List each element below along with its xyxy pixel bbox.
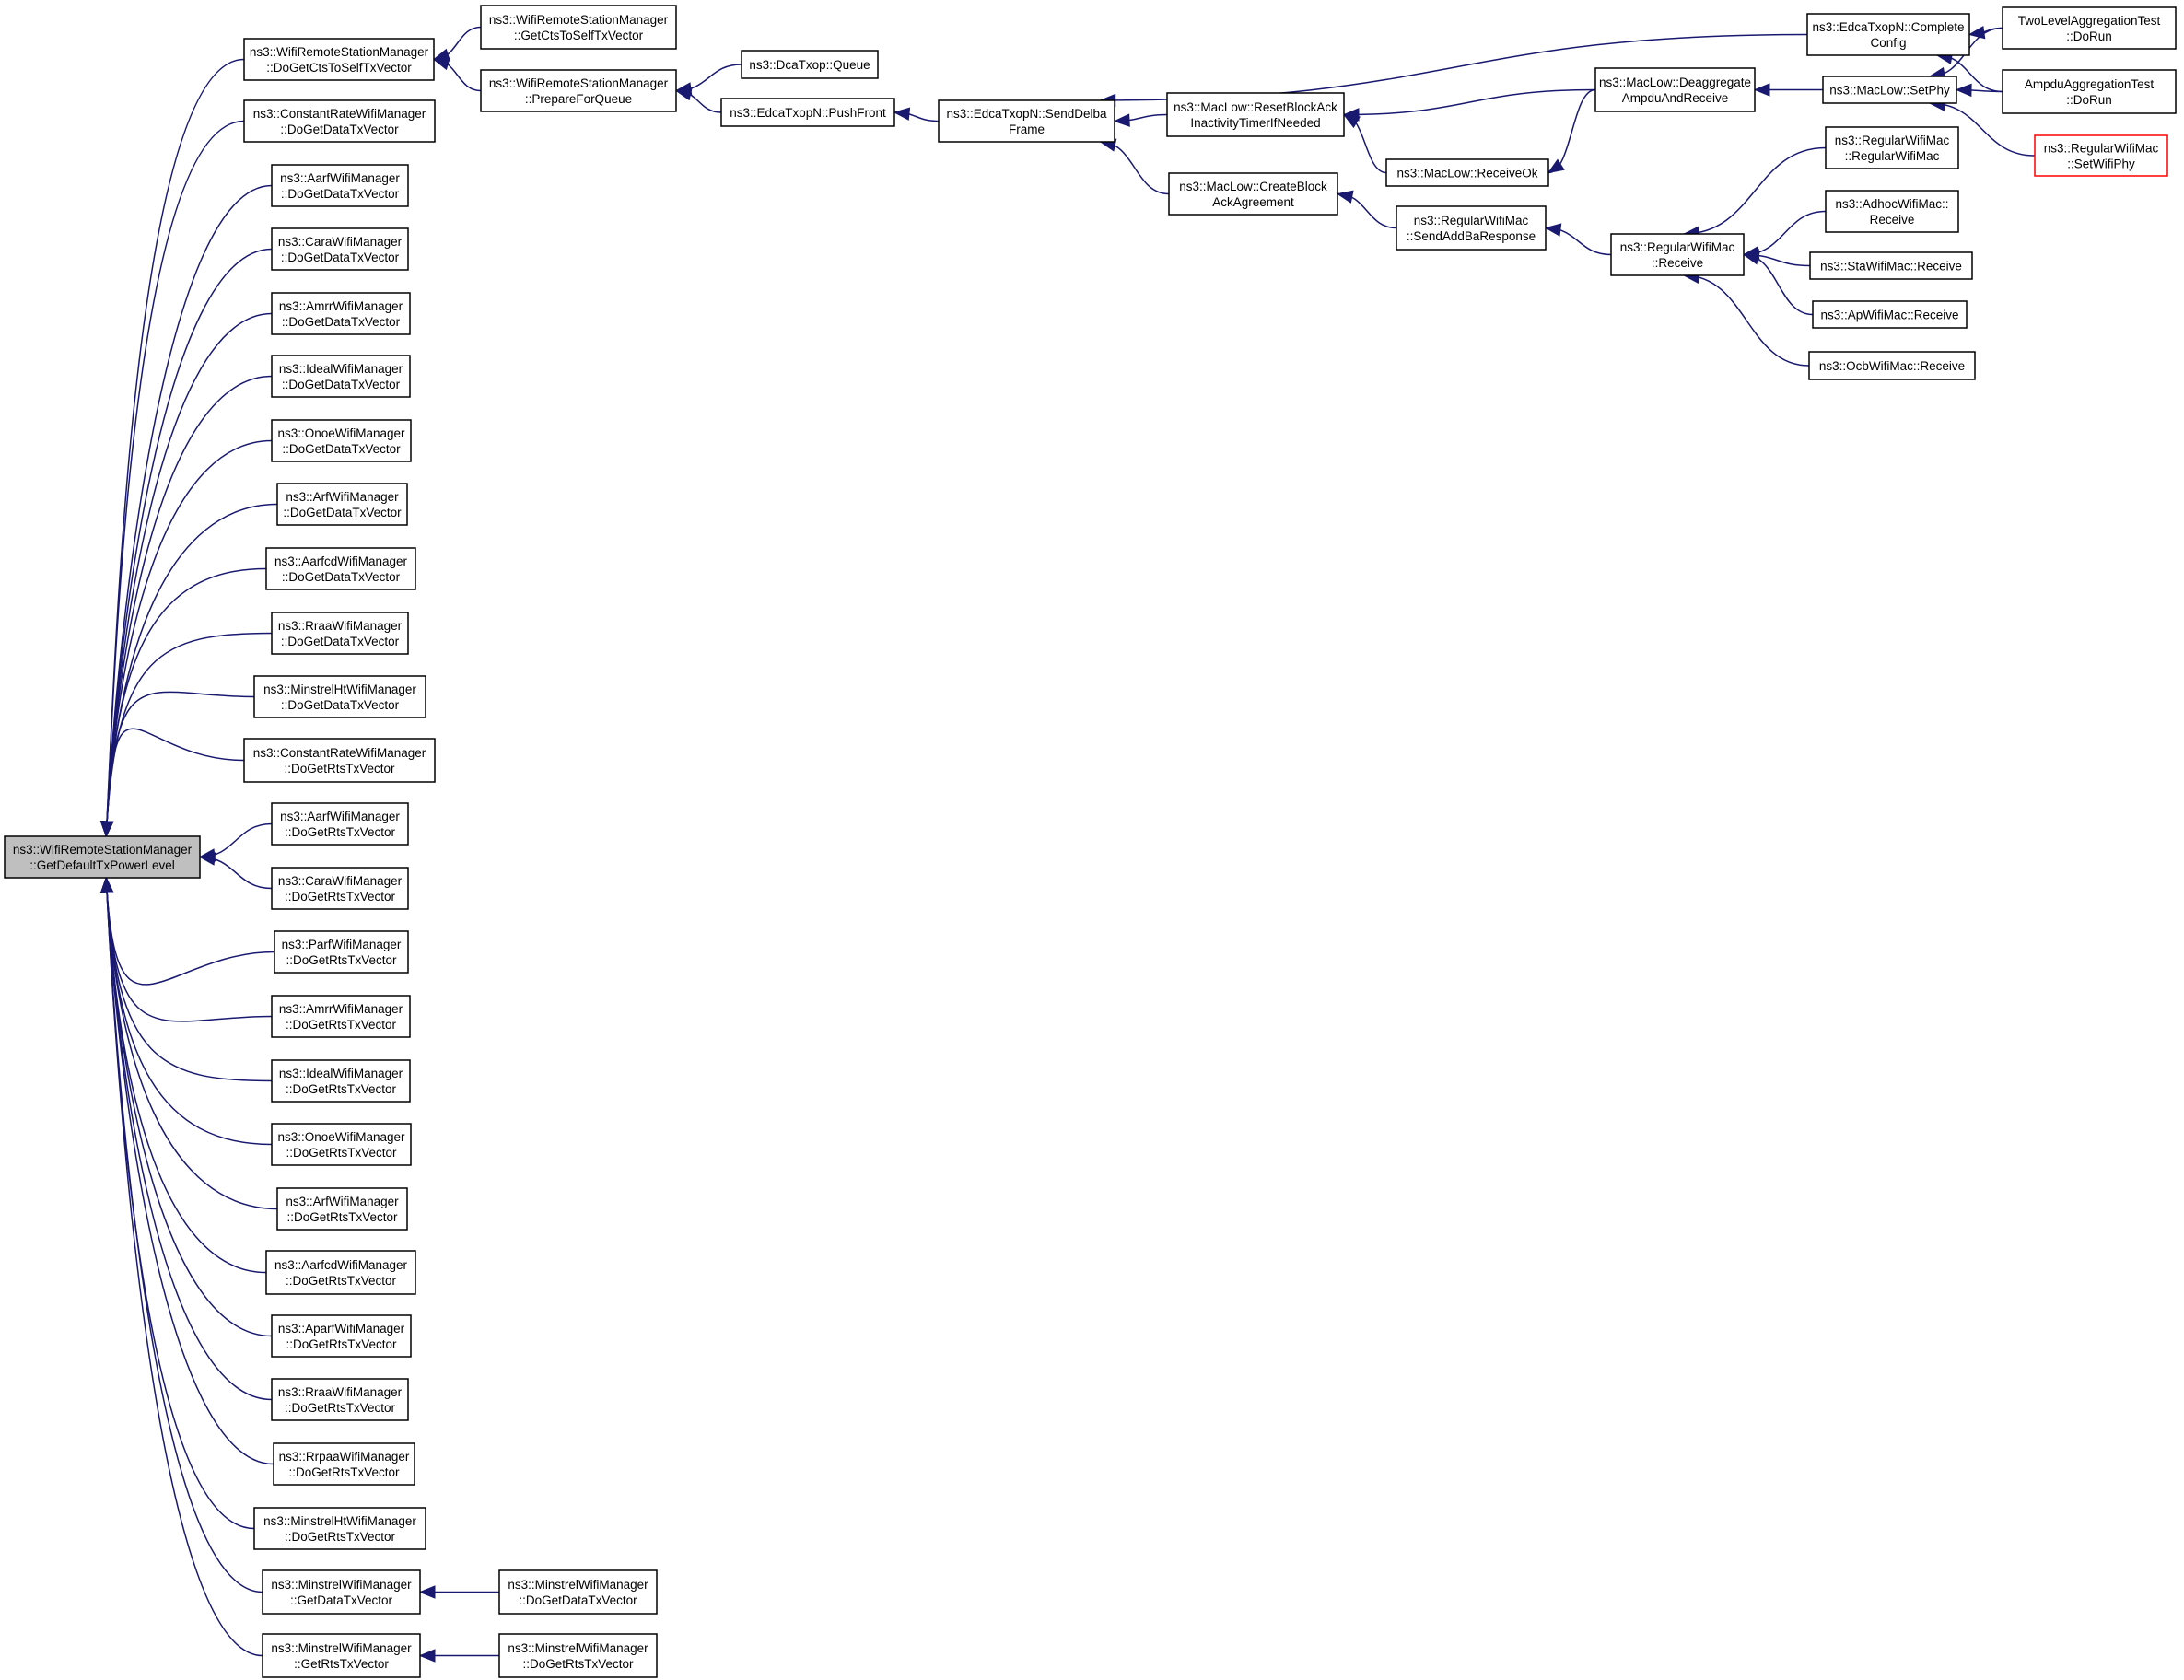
node-twolevel[interactable]	[2003, 7, 2176, 49]
nodes-layer	[5, 6, 2176, 1677]
node-min-dodata[interactable]	[499, 1570, 657, 1614]
edge-mht-data-to-root	[106, 692, 254, 836]
node-dcaq[interactable]	[742, 51, 878, 78]
edge-min-getdata-to-root	[106, 878, 263, 1592]
node-rraa-data[interactable]	[272, 612, 408, 654]
node-aarf-data[interactable]	[272, 165, 408, 206]
edge-parf-rts-to-root	[106, 878, 274, 985]
arrowhead-sendaddba-to-createba	[1337, 191, 1353, 203]
node-label-line: ns3::MinstrelWifiManager	[271, 1578, 412, 1592]
node-label-line: ns3::OcbWifiMac::Receive	[1818, 359, 1966, 373]
node-label-line: ns3::ArfWifiManager	[286, 1195, 399, 1208]
node-label-line: InactivityTimerIfNeeded	[1190, 116, 1321, 130]
edge-regctor-to-regrecv	[1684, 148, 1826, 235]
arrowhead-ampdu-to-setphy	[1956, 84, 1971, 96]
node-rraa-rts[interactable]	[272, 1379, 408, 1420]
node-label-line: ns3::IdealWifiManager	[278, 1067, 403, 1080]
node-label-line: ::DoGetDataTxVector	[281, 570, 401, 584]
node-label-line: ns3::ConstantRateWifiManager	[252, 107, 426, 121]
node-adhoc[interactable]	[1826, 191, 1958, 232]
node-label-line: ns3::MinstrelWifiManager	[508, 1578, 648, 1592]
node-label-line: ns3::MacLow::Deaggregate	[1598, 76, 1752, 89]
node-label-line: ::Receive	[1651, 256, 1704, 270]
node-label-line: ns3::AparfWifiManager	[277, 1322, 405, 1336]
edge-onoe-rts-to-root	[106, 878, 272, 1145]
node-label-line: ns3::EdcaTxopN::PushFront	[730, 106, 886, 120]
node-ctsself[interactable]	[244, 39, 434, 80]
edge-cr-rts-to-root	[106, 729, 244, 836]
node-label-line: ns3::ConstantRateWifiManager	[252, 746, 426, 760]
node-min-getdata[interactable]	[263, 1570, 420, 1614]
node-label-line: ns3::ParfWifiManager	[281, 938, 402, 951]
node-cr-rts[interactable]	[244, 739, 435, 782]
node-arf-rts[interactable]	[277, 1188, 407, 1230]
node-label-line: Frame	[1008, 122, 1045, 136]
node-label-line: ns3::RegularWifiMac	[1619, 240, 1735, 254]
node-label-line: ::GetDefaultTxPowerLevel	[29, 858, 175, 872]
edge-min-getrts-to-root	[106, 878, 263, 1656]
arrowhead-min-dodata-to-min-getdata	[420, 1586, 435, 1598]
node-aparf-rts[interactable]	[272, 1315, 411, 1357]
node-min-dorts[interactable]	[499, 1634, 657, 1677]
node-ap[interactable]	[1813, 301, 1967, 328]
edge-ap-to-regrecv	[1744, 255, 1813, 315]
arrowhead-cr-rts-to-root	[101, 822, 113, 836]
node-label-line: ns3::ApWifiMac::Receive	[1820, 308, 1959, 322]
root-node[interactable]	[5, 836, 200, 878]
node-label-line: ns3::WifiRemoteStationManager	[12, 843, 193, 857]
node-label-line: ns3::AarfcdWifiManager	[274, 554, 408, 568]
node-label-line: ns3::MinstrelWifiManager	[508, 1641, 648, 1655]
node-label-line: ns3::RrpaaWifiManager	[278, 1450, 410, 1464]
node-label-line: ns3::AmrrWifiManager	[278, 299, 403, 313]
node-label-line: ::DoGetDataTxVector	[283, 506, 402, 519]
node-label-line: ::SendAddBaResponse	[1406, 229, 1536, 243]
node-label-line: ::DoGetRtsTxVector	[285, 1274, 397, 1288]
node-label-line: ::DoGetCtsToSelfTxVector	[266, 61, 412, 75]
node-label-line: ::DoRun	[2066, 93, 2112, 107]
node-arf-data[interactable]	[277, 484, 407, 525]
arrowhead-senddelba-to-pushfront	[894, 108, 910, 120]
node-cara-rts[interactable]	[272, 868, 408, 909]
edge-rraa-rts-to-root	[106, 878, 272, 1400]
node-resetba[interactable]	[1167, 93, 1344, 136]
node-label-line: AmpduAggregationTest	[2024, 77, 2155, 91]
node-label-line: ::DoGetDataTxVector	[280, 122, 399, 136]
arrowhead-regrecv-to-sendaddba	[1546, 224, 1561, 236]
node-label-line: ::SetWifiPhy	[2067, 157, 2135, 171]
node-onoe-data[interactable]	[272, 420, 411, 461]
node-label-line: ::GetRtsTxVector	[294, 1657, 389, 1671]
node-label-line: ns3::CaraWifiManager	[277, 235, 403, 249]
node-label-line: ns3::AmrrWifiManager	[278, 1002, 403, 1016]
node-label-line: ns3::AdhocWifiMac::	[1835, 197, 1949, 211]
node-amrr-rts[interactable]	[272, 996, 410, 1037]
node-cr-data[interactable]	[244, 100, 435, 142]
node-min-getrts[interactable]	[263, 1634, 420, 1677]
node-onoe-rts[interactable]	[272, 1124, 411, 1165]
arrowhead-resetba-to-senddelba	[1115, 114, 1129, 126]
node-rrpaa-rts[interactable]	[274, 1443, 415, 1485]
edge-rrpaa-rts-to-root	[106, 878, 274, 1464]
node-label-line: Receive	[1869, 213, 1915, 227]
edge-deagg-to-resetba	[1344, 90, 1595, 115]
node-label-line: ::DoGetRtsTxVector	[286, 1146, 397, 1160]
node-mht-data[interactable]	[254, 676, 426, 718]
node-label-line: ns3::OnoeWifiManager	[277, 1130, 405, 1144]
node-regctor[interactable]	[1826, 127, 1958, 169]
node-label-line: ::DoGetDataTxVector	[280, 635, 400, 648]
node-pushfront[interactable]	[721, 99, 894, 126]
node-label-line: ns3::MinstrelWifiManager	[271, 1641, 412, 1655]
node-senddelba[interactable]	[939, 100, 1115, 142]
node-createba[interactable]	[1169, 173, 1337, 215]
node-label-line: ::DoGetDataTxVector	[281, 378, 401, 391]
node-label-line: ns3::MacLow::SetPhy	[1829, 83, 1950, 98]
node-label-line: ns3::RegularWifiMac	[2043, 141, 2159, 156]
node-label-line: ::DoGetDataTxVector	[519, 1593, 637, 1607]
node-label-line: ns3::MinstrelHtWifiManager	[263, 1514, 416, 1528]
node-cara-data[interactable]	[272, 228, 408, 270]
node-label-line: ns3::RraaWifiManager	[277, 619, 403, 633]
arrowhead-pushfront-to-prepq	[676, 88, 692, 100]
node-label-line: ::DoGetRtsTxVector	[284, 762, 395, 776]
node-label-line: ::DoGetDataTxVector	[281, 315, 401, 329]
node-prepq[interactable]	[481, 70, 676, 111]
node-complete[interactable]	[1807, 14, 1969, 55]
node-label-line: AckAgreement	[1212, 195, 1294, 209]
node-sta[interactable]	[1810, 252, 1972, 279]
node-label-line: ::DoGetDataTxVector	[280, 251, 400, 264]
node-label-line: ns3::AarfWifiManager	[280, 810, 400, 823]
arrowhead-setphy-to-deagg	[1755, 84, 1769, 96]
node-label-line: ns3::RegularWifiMac	[1413, 214, 1529, 228]
node-ideal-rts[interactable]	[272, 1060, 410, 1102]
edge-ctsself-to-root	[106, 60, 244, 837]
node-label-line: ns3::RegularWifiMac	[1834, 134, 1950, 147]
node-label-line: ::RegularWifiMac	[1844, 149, 1940, 163]
node-setwifiphy[interactable]	[2035, 135, 2167, 176]
node-label-line: ::GetDataTxVector	[289, 1593, 393, 1607]
edge-arf-rts-to-root	[106, 878, 277, 1209]
node-aarfcd-data[interactable]	[266, 548, 415, 589]
node-label-line: ns3::AarfWifiManager	[280, 171, 400, 185]
node-label-line: ns3::ArfWifiManager	[286, 490, 399, 504]
arrowhead-min-getrts-to-root	[101, 878, 113, 892]
node-label-line: ns3::WifiRemoteStationManager	[249, 45, 429, 59]
node-label-line: ns3::StaWifiMac::Receive	[1820, 259, 1962, 274]
node-aarfcd-rts[interactable]	[266, 1251, 415, 1294]
node-label-line: ::DoRun	[2066, 29, 2112, 43]
node-label-line: ::DoGetRtsTxVector	[288, 1465, 400, 1479]
node-parf-rts[interactable]	[274, 931, 408, 973]
node-amrr-data[interactable]	[272, 293, 410, 334]
node-label-line: ::PrepareForQueue	[524, 92, 633, 106]
node-label-line: ::DoGetRtsTxVector	[284, 1530, 396, 1544]
edge-deagg-to-receiveok	[1548, 90, 1595, 173]
edge-amrr-rts-to-root	[106, 878, 272, 1021]
node-label-line: ::DoGetRtsTxVector	[285, 1018, 397, 1032]
node-label-line: ns3::MinstrelHtWifiManager	[263, 682, 416, 696]
node-label-line: ns3::MacLow::CreateBlock	[1179, 180, 1327, 193]
node-aarf-rts[interactable]	[272, 803, 408, 845]
node-label-line: ns3::OnoeWifiManager	[277, 426, 405, 440]
node-deagg[interactable]	[1595, 68, 1755, 111]
node-label-line: ns3::WifiRemoteStationManager	[488, 13, 669, 27]
node-label-line: ::DoGetRtsTxVector	[522, 1657, 634, 1671]
arrowhead-min-dorts-to-min-getrts	[420, 1650, 435, 1662]
node-setphy[interactable]	[1823, 76, 1956, 103]
node-label-line: ns3::MacLow::ReceiveOk	[1396, 166, 1538, 181]
node-ideal-data[interactable]	[272, 356, 410, 397]
edge-createba-to-senddelba	[1101, 142, 1169, 194]
edge-aarfcd-rts-to-root	[106, 878, 266, 1273]
node-ampdu[interactable]	[2003, 70, 2176, 113]
node-label-line: ns3::IdealWifiManager	[278, 362, 403, 376]
node-label-line: ns3::MacLow::ResetBlockAck	[1174, 100, 1337, 114]
node-label-line: ::DoGetDataTxVector	[282, 442, 401, 456]
node-label-line: ::DoGetDataTxVector	[280, 698, 400, 712]
arrowhead-twolevel-to-complete	[1969, 27, 1985, 39]
node-label-line: Config	[1870, 36, 1907, 50]
node-label-line: ns3::EdcaTxopN::Complete	[1812, 20, 1965, 34]
node-label-line: ns3::AarfcdWifiManager	[274, 1258, 408, 1272]
arrowhead-ap-to-regrecv	[1744, 252, 1759, 264]
arrowhead-cara-rts-to-root	[200, 853, 216, 865]
node-label-line: ::DoGetRtsTxVector	[286, 953, 397, 967]
node-label-line: ns3::WifiRemoteStationManager	[488, 76, 669, 90]
node-label-line: ns3::CaraWifiManager	[277, 874, 403, 888]
node-sendaddba[interactable]	[1396, 206, 1546, 250]
arrowhead-prepq-to-ctsself	[434, 58, 450, 69]
node-label-line: AmpduAndReceive	[1621, 91, 1729, 105]
node-regrecv[interactable]	[1611, 234, 1744, 275]
node-getctsself[interactable]	[481, 6, 676, 49]
node-label-line: ::DoGetRtsTxVector	[286, 1210, 398, 1224]
node-label-line: ns3::RraaWifiManager	[277, 1385, 403, 1399]
node-label-line: ::GetCtsToSelfTxVector	[513, 29, 644, 42]
node-label-line: ns3::EdcaTxopN::SendDelba	[946, 107, 1107, 121]
node-ocb[interactable]	[1809, 352, 1975, 379]
node-label-line: TwoLevelAggregationTest	[2017, 14, 2161, 28]
node-receiveok[interactable]	[1386, 159, 1548, 186]
node-label-line: ::DoGetRtsTxVector	[284, 890, 396, 904]
node-label-line: ::DoGetDataTxVector	[280, 187, 400, 201]
node-label-line: ::DoGetRtsTxVector	[284, 825, 396, 839]
node-label-line: ns3::DcaTxop::Queue	[749, 58, 870, 72]
node-label-line: ::DoGetRtsTxVector	[285, 1082, 397, 1096]
node-label-line: ::DoGetRtsTxVector	[284, 1401, 396, 1415]
node-mht-rts[interactable]	[254, 1508, 426, 1549]
edge-ocb-to-regrecv	[1684, 275, 1809, 366]
node-label-line: ::DoGetRtsTxVector	[286, 1337, 397, 1351]
